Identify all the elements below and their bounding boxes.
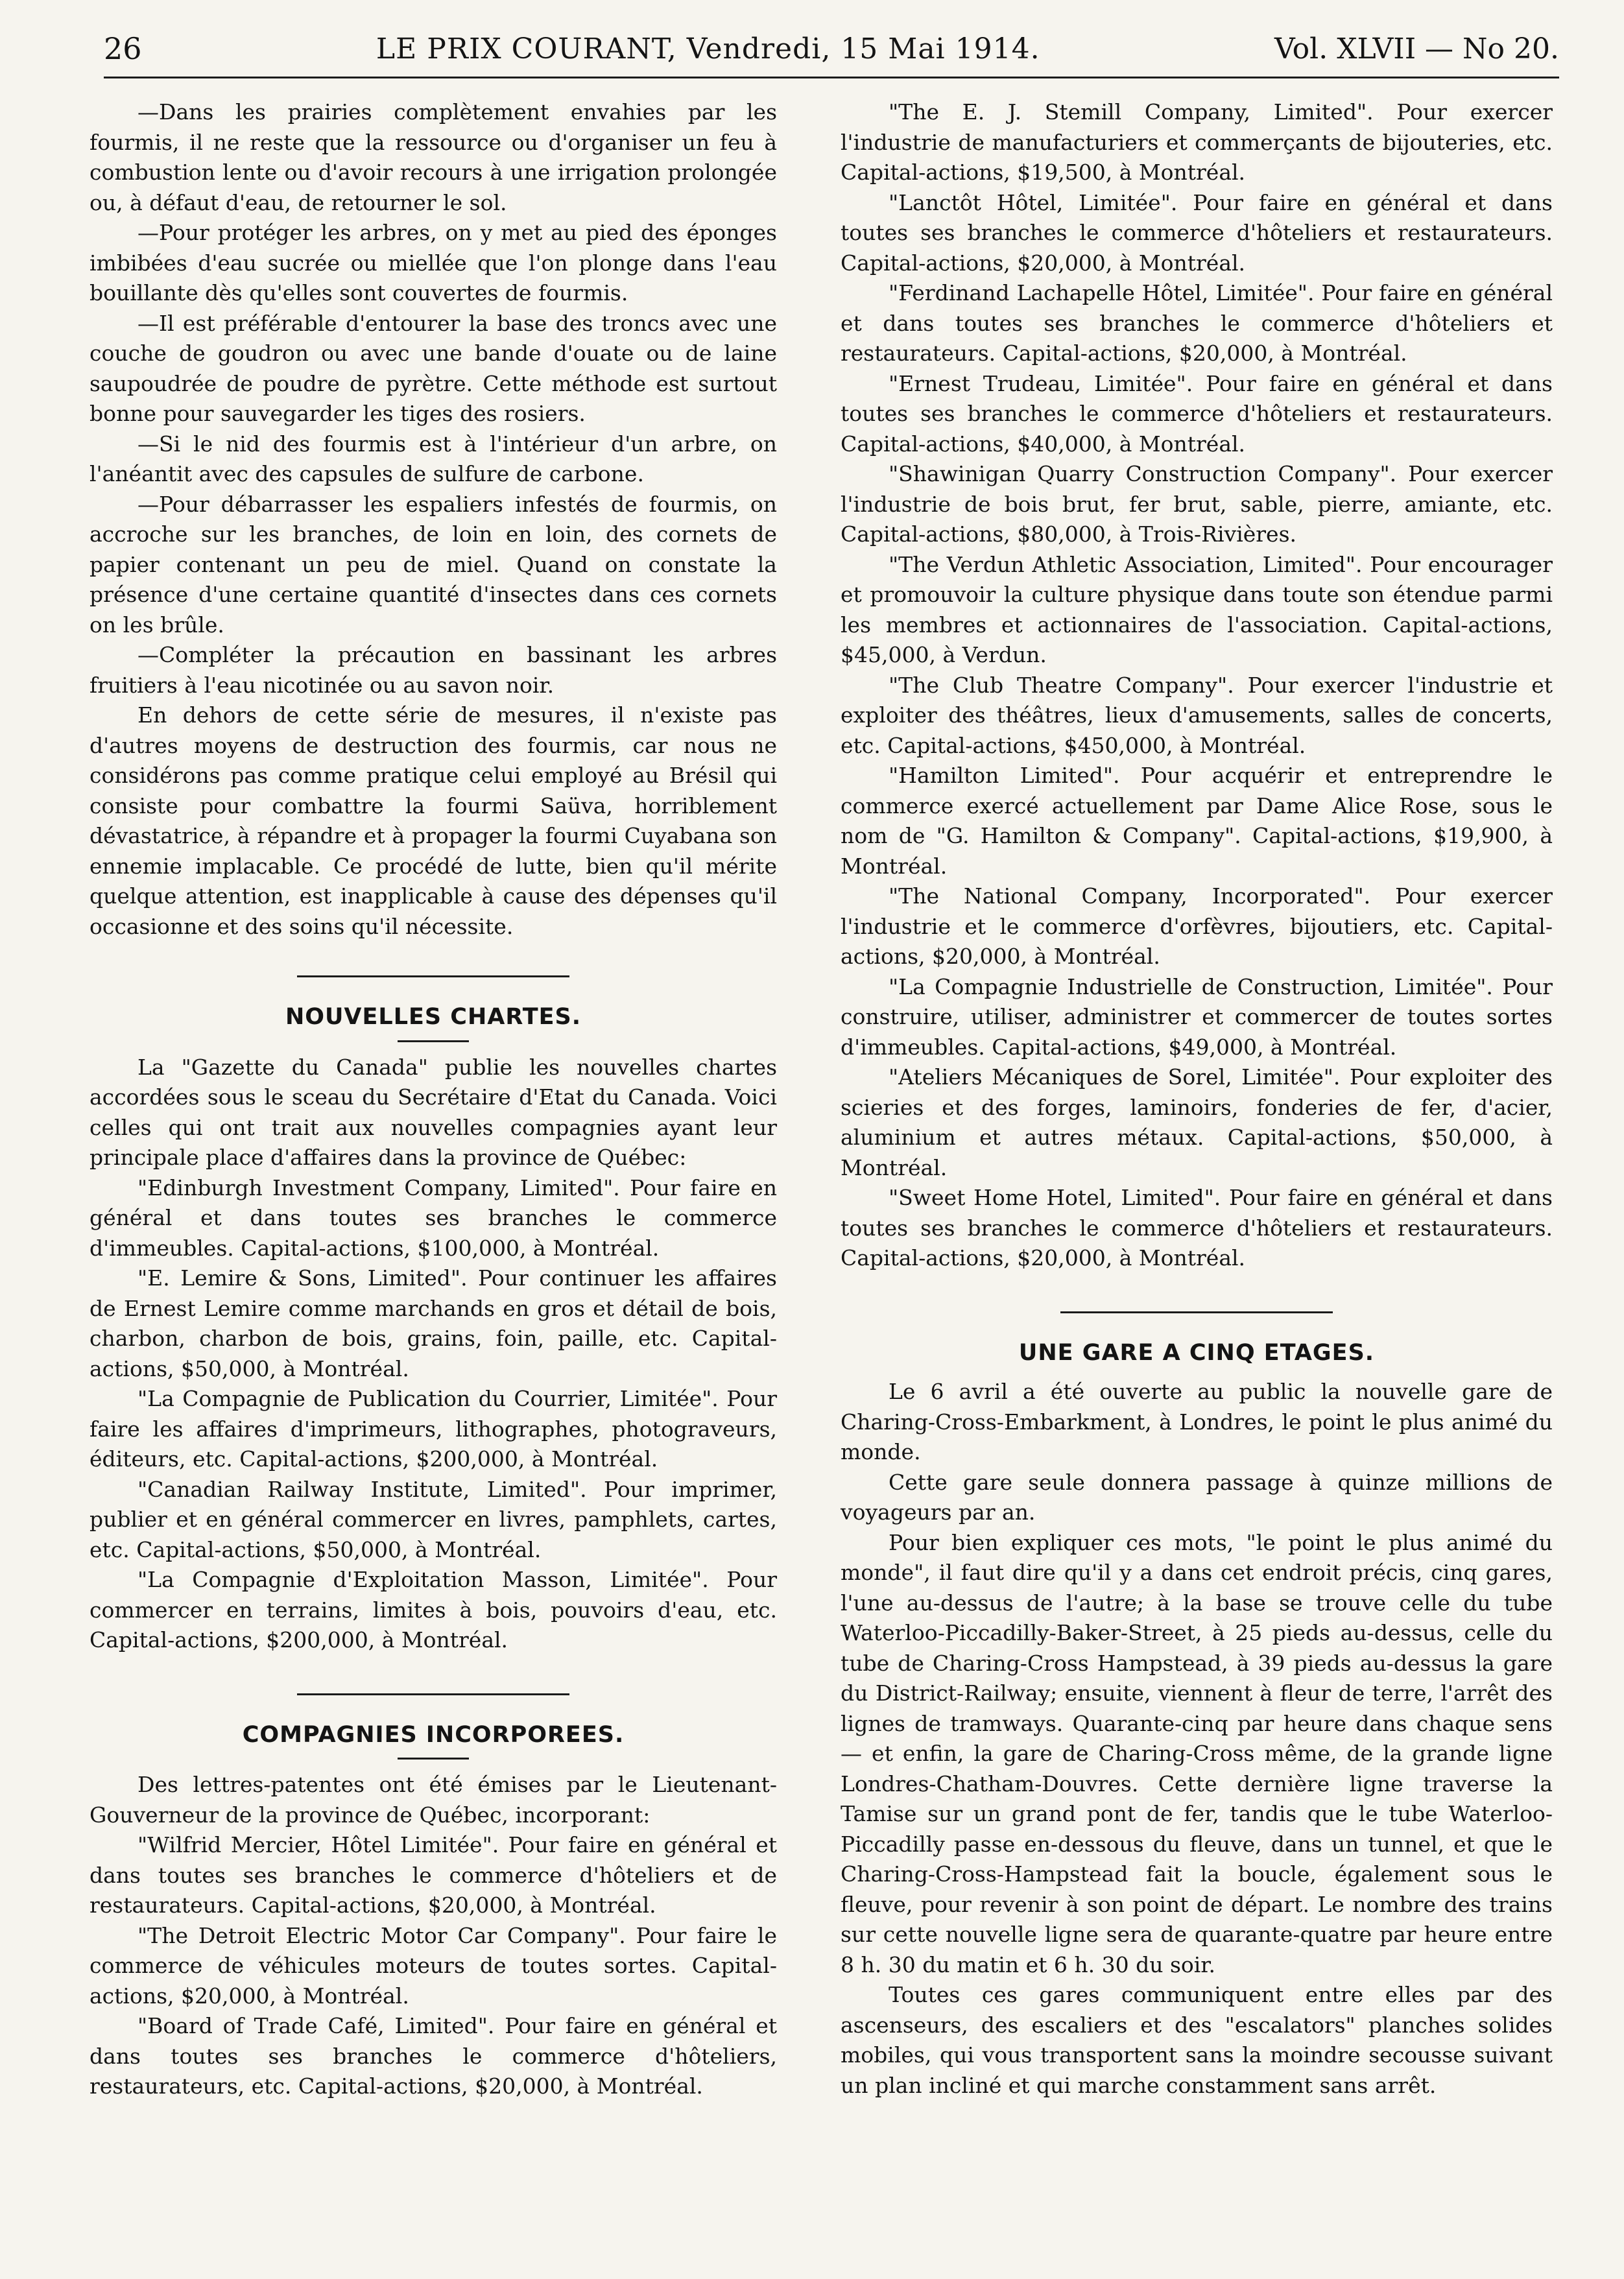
volume-number: Vol. XLVII — No 20. [1274, 32, 1559, 66]
paragraph: "Edinburgh Investment Company, Limited". Pour faire en général et dans toutes ses branches le commerce d'immeubles. Capital-actions, $100,000, à Montréal. [90, 1175, 777, 1261]
paragraph: Des lettres-patentes ont été émises par le Lieutenant-Gouverneur de la province de Québec, incorporant: [90, 1772, 777, 1828]
gare-article [841, 1377, 1553, 2101]
page-number: 26 [104, 31, 142, 66]
paragraph: Pour bien expliquer ces mots, "le point le plus animé du monde", il faut dire qu'il y a dans cet endroit précis, cinq gares, l'une au-dessus de l'autre; à la base se trouve celle du tube Waterloo-Piccadilly-Baker-Street, à 25 pieds au-dessus, celle du tube de Charing-Cross Hampstead, à 39 pieds au-dessus la gare du District-Railway; ensuite, viennent à fleur de terre, l'arrêt des lignes de tramways. Quarante-cinq par heure dans chaque sens — et enfin, la gare de Charing-Cross même, de la grande ligne Londres-Chatham-Douvres. Cette dernière ligne traverse la Tamise sur un grand pont de fer, tandis que le tube Waterloo-Piccadilly passe en-dessous du fleuve, dans un tunnel, et que le Charing-Cross-Hampstead fait la boucle, également sous le fleuve, pour revenir à son point de départ. Le nombre des trains sur cette nouvelle ligne sera de quarante-quatre par heure entre 8 h. 30 du matin et 6 h. 30 du soir. [841, 1529, 1553, 1977]
paragraph: "The National Company, Incorporated". Pour exercer l'industrie et le commerce d'orfèvres, bijoutiers, etc. Capital-actions, $20,000, à Montréal. [841, 883, 1553, 969]
paragraph: "La Compagnie d'Exploitation Masson, Limitée". Pour commercer en terrains, limites à bois, pouvoirs d'eau, etc. Capital-actions, $200,000, à Montréal. [90, 1567, 777, 1653]
section-heading-compagnies-incorporees: COMPAGNIES INCORPOREES. [242, 1721, 625, 1748]
paragraph: "Shawinigan Quarry Construction Company". Pour exercer l'industrie de bois brut, fer brut, sable, pierre, amiante, etc. Capital-actions, $80,000, à Trois-Rivières. [841, 461, 1553, 547]
page-header [104, 26, 1559, 71]
chartes-article [90, 1053, 777, 1656]
heading-underline [398, 1758, 469, 1760]
paragraph: "The E. J. Stemill Company, Limited". Pour exercer l'industrie de manufacturiers et commerçants de bijouteries, etc. Capital-actions, $19,500, à Montréal. [841, 99, 1553, 185]
paragraph: "Ferdinand Lachapelle Hôtel, Limitée". Pour faire en général et dans toutes ses branches le commerce d'hôteliers et restaurateurs. Capital-actions, $20,000, à Montréal. [841, 280, 1553, 366]
compagnies-article [90, 1770, 777, 2102]
journal-title: LE PRIX COURANT, Vendredi, 15 Mai 1914. [376, 32, 1040, 66]
header-rule [104, 77, 1559, 78]
paragraph: —Pour débarrasser les espaliers infestés de fourmis, on accroche sur les branches, de loin en loin, des cornets de papier contenant un peu de miel. Quand on constate la présence d'une certaine quantité d'insectes dans ces cornets on les brûle. [90, 491, 777, 638]
left-column [90, 97, 777, 2102]
paragraph: "Wilfrid Mercier, Hôtel Limitée". Pour faire en général et dans toutes ses branches le commerce d'hôteliers et de restaurateurs. Capital-actions, $20,000, à Montréal. [90, 1832, 777, 1918]
right-column [841, 97, 1553, 2101]
paragraph: "Lanctôt Hôtel, Limitée". Pour faire en général et dans toutes ses branches le commerce d'hôteliers et restaurateurs. Capital-actions, $20,000, à Montréal. [841, 189, 1553, 276]
section-heading-nouvelles-chartes: NOUVELLES CHARTES. [285, 1004, 582, 1030]
paragraph: —Pour protéger les arbres, on y met au pied des éponges imbibées d'eau sucrée ou miellée que l'on plonge dans l'eau bouillante dès qu'elles sont couvertes de fourmis. [90, 220, 777, 305]
paragraph: —Dans les prairies complètement envahies par les fourmis, il ne reste que la ressource ou d'organiser un feu à combustion lente ou d'avoir recours à une irrigation prolongée ou, à défaut d'eau, de retourner le sol. [90, 99, 777, 215]
section-heading-gare: UNE GARE A CINQ ETAGES. [1018, 1339, 1375, 1366]
paragraph: "The Detroit Electric Motor Car Company". Pour faire le commerce de véhicules moteurs de toutes sortes. Capital-actions, $20,000, à Montréal. [90, 1922, 777, 2009]
paragraph: "Board of Trade Café, Limited". Pour faire en général et dans toutes ses branches le commerce d'hôteliers, restaurateurs, etc. Capital-actions, $20,000, à Montréal. [90, 2013, 777, 2099]
heading-underline [398, 1040, 469, 1042]
paragraph: Cette gare seule donnera passage à quinze millions de voyageurs par an. [841, 1469, 1553, 1525]
paragraph: "Sweet Home Hotel, Limited". Pour faire en général et dans toutes ses branches le commerce d'hôteliers et restaurateurs. Capital-actions, $20,000, à Montréal. [841, 1185, 1553, 1271]
paragraph: "The Verdun Athletic Association, Limited". Pour encourager et promouvoir la culture physique dans toute son étendue parmi les membres et actionnaires de l'association. Capital-actions, $45,000, à Verdun. [841, 551, 1553, 667]
paragraph: "La Compagnie Industrielle de Construction, Limitée". Pour construire, utiliser, administrer et commercer de toutes sortes d'immeubles. Capital-actions, $49,000, à Montréal. [841, 973, 1553, 1060]
paragraph: "La Compagnie de Publication du Courrier, Limitée". Pour faire les affaires d'imprimeurs, lithographes, photograveurs, éditeurs, etc. Capital-actions, $200,000, à Montréal. [90, 1386, 777, 1472]
paragraph: "Ateliers Mécaniques de Sorel, Limitée". Pour exploiter des scieries et des forges, laminoirs, fonderies de fer, d'acier, aluminium et autres métaux. Capital-actions, $50,000, à Montréal. [841, 1064, 1553, 1180]
paragraph: En dehors de cette série de mesures, il n'existe pas d'autres moyens de destruction des fourmis, car nous ne considérons pas comme pratique celui employé au Brésil qui consiste pour combattre la fourmi Saüva, horriblement dévastatrice, à répandre et à propager la fourmi Cuyabana son ennemie implacable. Ce procédé de lutte, bien qu'il mérite quelque attention, est inapplicable à cause des dépenses qu'il occasionne et des soins qu'il nécessite. [90, 702, 777, 939]
section-separator [1060, 1311, 1333, 1313]
paragraph: Toutes ces gares communiquent entre elles par des ascenseurs, des escaliers et des "escalators" planches solides mobiles, qui vous transportent sans la moindre secousse suivant un plan incliné et qui marche constamment sans arrêt. [841, 1982, 1553, 2098]
paragraph: "Hamilton Limited". Pour acquérir et entreprendre le commerce exercé actuellement par Dame Alice Rose, sous le nom de "G. Hamilton & Company". Capital-actions, $19,900, à Montréal. [841, 763, 1553, 879]
paragraph: Le 6 avril a été ouverte au public la nouvelle gare de Charing-Cross-Embarkment, à Londres, le point le plus animé du monde. [841, 1379, 1553, 1464]
paragraph: —Compléter la précaution en bassinant les arbres fruitiers à l'eau nicotinée ou au savon noir. [90, 642, 777, 698]
section-separator [297, 975, 569, 977]
ants-article-continuation [90, 97, 777, 942]
compagnies-article-continuation [841, 97, 1553, 1274]
paragraph: "E. Lemire & Sons, Limited". Pour continuer les affaires de Ernest Lemire comme marchands en gros et détail de bois, charbon, charbon de bois, grains, foin, paille, etc. Capital-actions, $50,000, à Montréal. [90, 1265, 777, 1381]
paragraph: —Il est préférable d'entourer la base des troncs avec une couche de goudron ou avec une bande d'ouate ou de laine saupoudrée de poudre de pyrètre. Cette méthode est surtout bonne pour sauvegarder les tiges des rosiers. [90, 310, 777, 426]
paragraph: "The Club Theatre Company". Pour exercer l'industrie et exploiter des théâtres, lieux d'amusements, salles de concerts, etc. Capital-actions, $450,000, à Montréal. [841, 672, 1553, 758]
paragraph: "Ernest Trudeau, Limitée". Pour faire en général et dans toutes ses branches le commerce d'hôteliers et restaurateurs. Capital-actions, $40,000, à Montréal. [841, 370, 1553, 457]
paragraph: "Canadian Railway Institute, Limited". Pour imprimer, publier et en général commercer en livres, pamphlets, cartes, etc. Capital-actions, $50,000, à Montréal. [90, 1476, 777, 1562]
paragraph: —Si le nid des fourmis est à l'intérieur d'un arbre, on l'anéantit avec des capsules de sulfure de carbone. [90, 431, 777, 486]
paragraph: La "Gazette du Canada" publie les nouvelles chartes accordées sous le sceau du Secrétaire d'Etat du Canada. Voici celles qui ont trait aux nouvelles compagnies ayant leur principale place d'affaires dans la province de Québec: [90, 1054, 777, 1170]
section-separator [297, 1693, 569, 1695]
